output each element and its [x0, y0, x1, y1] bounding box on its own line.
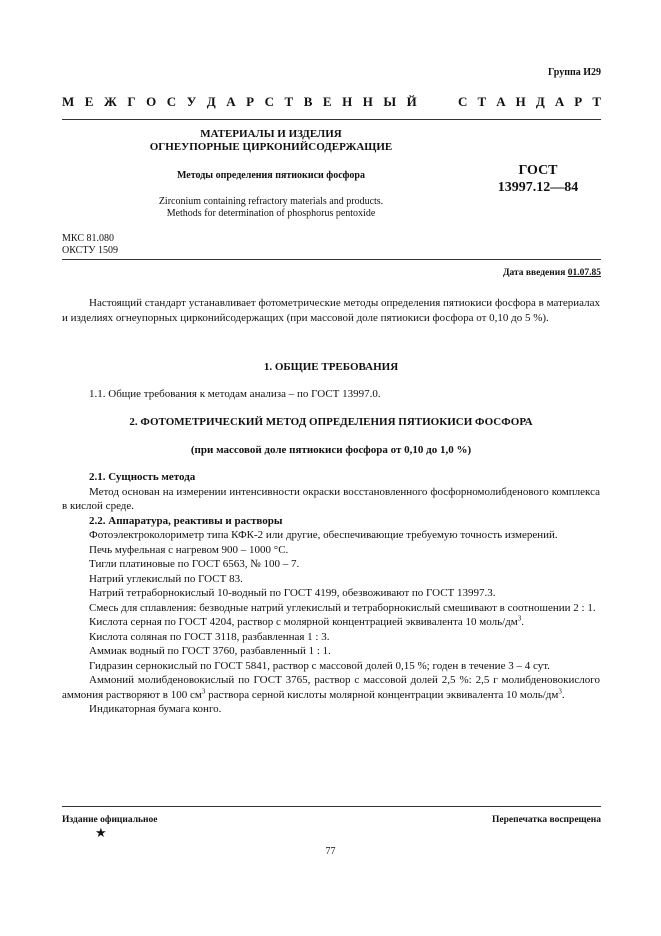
banner-letter: Ж: [103, 94, 117, 109]
section-2-1-text: Метод основан на измерении интенсивности окраски восстановленного фосфорномолибденового комплекса в кислой среде.: [62, 485, 600, 512]
banner-letter: Д: [535, 94, 545, 109]
equipment-item: Печь муфельная с нагревом 900 – 1000 °С.: [89, 543, 289, 556]
molybdate-text-c: .: [561, 688, 565, 701]
equipment-item-molybdate: [62, 673, 600, 702]
banner-letter: Н: [515, 94, 526, 109]
banner-letter: Д: [206, 94, 216, 109]
equipment-item: Натрий углекислый по ГОСТ 83.: [89, 572, 243, 585]
banner-letter: Р: [574, 94, 583, 109]
okstu-code: ОКСТУ 1509: [62, 245, 119, 256]
equipment-item: Тигли платиновые по ГОСТ 6563, № 100 – 7.: [89, 558, 300, 570]
banner-letter: А: [226, 94, 236, 109]
section-1-heading: 1. ОБЩИЕ ТРЕБОВАНИЯ: [263, 361, 399, 373]
superscript-3: 3: [201, 686, 206, 695]
banner-letter: С: [166, 94, 177, 109]
banner-letter: Н: [362, 94, 373, 109]
banner-letter: А: [496, 94, 506, 109]
intro-text: Настоящий стандарт устанавливает фотометрические методы определения пятиокиси фосфора в материалах и изделиях огнеупорных цирконийсодержащих (при массовой доле пятиокиси фосфора от 0,10 до 5 %).: [62, 297, 600, 324]
intro-paragraph: [62, 296, 600, 325]
date-value: 01.07.85: [567, 268, 601, 278]
section-1-1: [62, 387, 600, 402]
gost-code: 13997.12—84: [497, 180, 579, 195]
banner-letter: Т: [477, 94, 487, 109]
document-subtitle: Методы определения пятиокиси фосфора: [177, 170, 365, 181]
banner-letter: Ы: [383, 94, 397, 109]
sulfuric-acid-end: .: [521, 616, 524, 628]
group-code: Группа И29: [548, 67, 601, 78]
section-2-body: [62, 470, 600, 717]
title-line-1: МАТЕРИАЛЫ И ИЗДЕЛИЯ: [200, 128, 342, 140]
sulfuric-acid-text: Кислота серная по ГОСТ 4204, раствор с молярной концентрацией эквивалента 10 моль/дм: [89, 616, 518, 628]
equipment-item: Смесь для сплавления: безводные натрий углекислый и тетраборнокислый смешивают в соотношении 2 : 1.: [89, 601, 596, 614]
equipment-item: Фотоэлектроколориметр типа КФК-2 или другие, обеспечивающие требуемую точность измерений.: [89, 529, 558, 541]
star-icon: ★: [95, 825, 107, 840]
page-number: 77: [325, 846, 336, 857]
equipment-item: Гидразин сернокислый по ГОСТ 5841, раствор с массовой долей 0,15 %; годен в течение 3 – 4 сут.: [89, 659, 550, 672]
banner-letter: Й: [406, 94, 417, 109]
banner-letter: О: [146, 94, 157, 109]
header-divider: [62, 119, 601, 120]
english-title: [140, 196, 402, 220]
reprint-prohibited-label: Перепечатка воспрещена: [491, 815, 601, 825]
banner-letter: Т: [592, 94, 601, 109]
interstate-standard-banner: [62, 94, 601, 110]
date-label: Дата введения: [502, 268, 566, 278]
banner-letter: С: [264, 94, 274, 109]
banner-letter: У: [186, 94, 197, 109]
banner-letter: М: [62, 94, 75, 109]
superscript-3: 3: [558, 686, 562, 695]
superscript-3: 3: [517, 614, 522, 623]
banner-word-interstate: [62, 94, 417, 110]
banner-letter: Р: [246, 94, 255, 109]
banner-word-standard: [458, 94, 601, 110]
title-line-2: ОГНЕУПОРНЫЕ ЦИРКОНИЙСОДЕРЖАЩИЕ: [149, 141, 393, 153]
banner-letter: С: [458, 94, 468, 109]
document-title: [140, 128, 402, 154]
banner-letter: Е: [84, 94, 94, 109]
molybdate-text-b: раствора серной кислоты молярной концентрации эквивалента 10 моль/дм: [205, 688, 559, 701]
equipment-item: Кислота соляная по ГОСТ 3118, разбавленная 1 : 3.: [89, 630, 330, 643]
gost-label: ГОСТ: [518, 163, 558, 178]
codes-divider: [62, 259, 601, 260]
official-edition-label: Издание официальное: [62, 815, 158, 825]
equipment-item: Индикаторная бумага конго.: [89, 703, 222, 715]
footer-divider: [62, 806, 601, 807]
banner-letter: Т: [284, 94, 294, 109]
classification-codes: [62, 233, 118, 257]
introduction-date: [503, 268, 601, 278]
mks-code: МКС 81.080: [62, 233, 114, 244]
section-2-2-title: 2.2. Аппаратура, реактивы и растворы: [89, 514, 283, 527]
banner-letter: А: [554, 94, 565, 109]
equipment-item: Аммиак водный по ГОСТ 3760, разбавленный 1 : 1.: [89, 645, 331, 657]
english-title-line-2: Methods for determination of phosphorus pentoxide: [166, 208, 376, 219]
section-2-subheading: (при массовой доле пятиокиси фосфора от 0,10 до 1,0 %): [190, 444, 472, 456]
banner-letter: Г: [127, 94, 136, 109]
section-2-heading: 2. ФОТОМЕТРИЧЕСКИЙ МЕТОД ОПРЕДЕЛЕНИЯ ПЯТИОКИСИ ФОСФОРА: [129, 416, 533, 428]
banner-letter: Н: [342, 94, 353, 109]
equipment-item: Натрий тетраборнокислый 10-водный по ГОСТ 4199, обезвоживают по ГОСТ 13997.3.: [89, 587, 496, 599]
gost-number: [478, 162, 598, 196]
section-2-1-title: 2.1. Сущность метода: [89, 471, 196, 483]
banner-letter: В: [303, 94, 313, 109]
equipment-item-sulfuric-acid: [62, 615, 600, 630]
molybdate-text-a: Аммоний молибденовокислый по ГОСТ 3765, раствор с массовой долей 2,5 %: 2,5 г молибденовокислого аммония растворяют в 100 см: [62, 674, 600, 701]
english-title-line-1: Zirconium containing refractory materials and products.: [158, 196, 384, 207]
section-1-1-text: 1.1. Общие требования к методам анализа – по ГОСТ 13997.0.: [89, 388, 381, 400]
banner-letter: Е: [322, 94, 332, 109]
